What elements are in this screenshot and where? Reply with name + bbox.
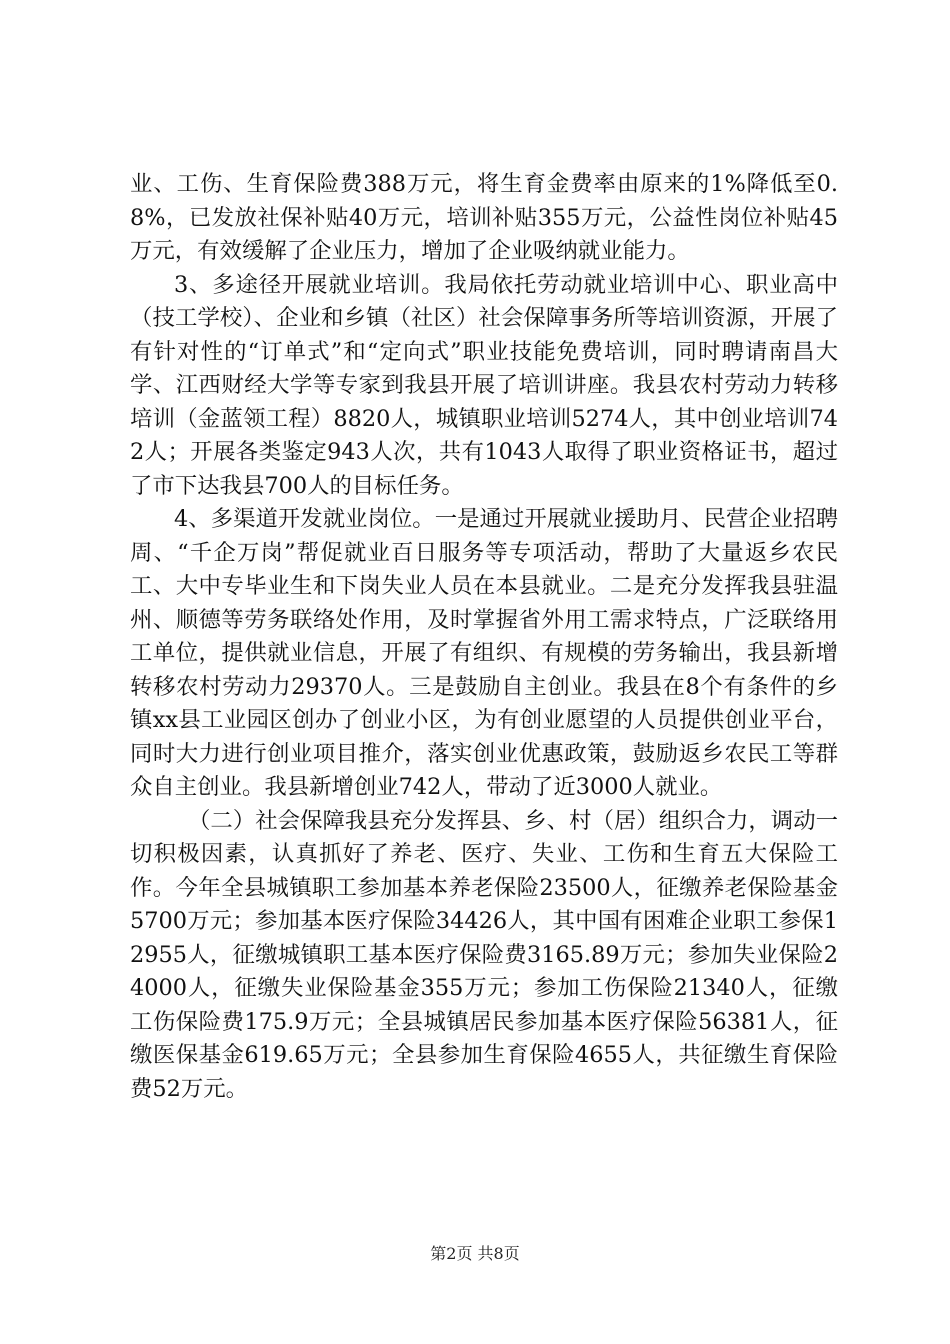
paragraph-employment-training: 3、多途径开展就业培训。我局依托劳动就业培训中心、职业高中（技工学校）、企业和乡镇（社区）社会保障事务所等培训资源，开展了有针对性的“订单式”和“定向式”职业技能免费培训，同时聘请南昌大学、江西财经大学等专家到我县开展了培训讲座。我县农村劳动力转移培训（金蓝领工程）8820人，城镇职业培训5274人，其中创业培训742人；开展各类鉴定943人次，共有1043人取得了职业资格证书，超过了市下达我县700人的目标任务。 [130, 271, 838, 499]
paragraph-social-security: （二）社会保障我县充分发挥县、乡、村（居）组织合力，调动一切积极因素，认真抓好了养老、医疗、失业、工伤和生育五大保险工作。今年全县城镇职工参加基本养老保险23500人，征缴养老保险基金5700万元；参加基本医疗保险34426人，其中国有困难企业职工参保12955人，征缴城镇职工基本医疗保险费3165.89万元；参加失业保险24000人，征缴失业保险基金355万元；参加工伤保险21340人，征缴工伤保险费175.9万元；全县城镇居民参加基本医疗保险56381人，征缴医保基金619.65万元；全县参加生育保险4655人，共征缴生育保险费52万元。 [130, 807, 838, 1102]
paragraph-job-creation: 4、多渠道开发就业岗位。一是通过开展就业援助月、民营企业招聘周、“千企万岗”帮促就业百日服务等专项活动，帮助了大量返乡农民工、大中专毕业生和下岗失业人员在本县就业。二是充分发挥我县驻温州、顺德等劳务联络处作用，及时掌握省外用工需求特点，广泛联络用工单位，提供就业信息，开展了有组织、有规模的劳务输出，我县新增转移农村劳动力29370人。三是鼓励自主创业。我县在8个有条件的乡镇xx县工业园区创办了创业小区，为有创业愿望的人员提供创业平台，同时大力进行创业项目推介，落实创业优惠政策，鼓励返乡农民工等群众自主创业。我县新增创业742人，带动了近3000人就业。 [130, 506, 838, 800]
page-number-footer: 第2页 共8页 [430, 1244, 520, 1263]
paragraph-continuation: 业、工伤、生育保险费388万元，将生育金费率由原来的1%降低至0.8%，已发放社保补贴40万元，培训补贴355万元，公益性岗位补贴45万元，有效缓解了企业压力，增加了企业吸纳就业能力。 [130, 171, 838, 264]
document-body [130, 168, 838, 1106]
